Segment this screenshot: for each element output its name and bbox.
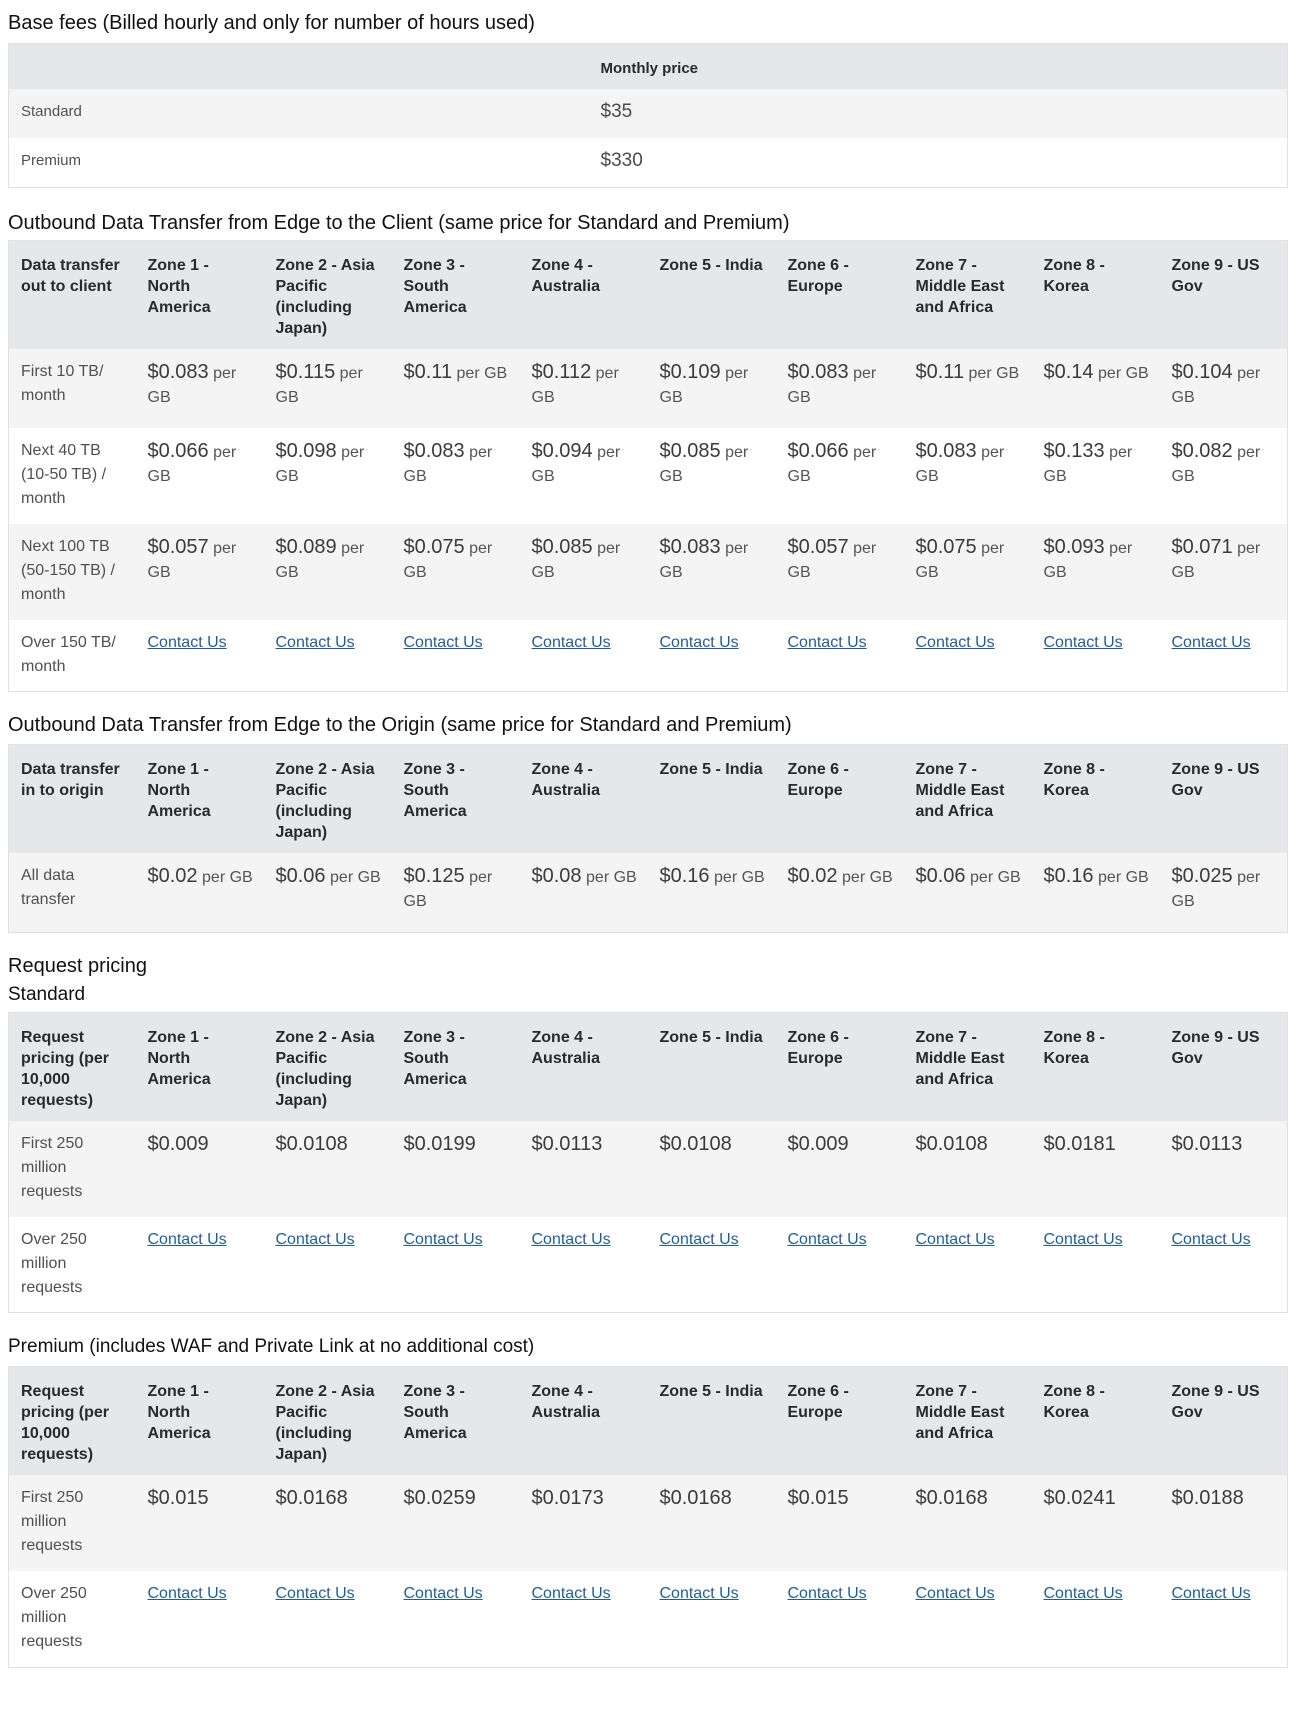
price-cell: $0.0108 — [648, 1121, 776, 1217]
zone-header: Zone 1 - North America — [136, 745, 264, 854]
zone-header-row — [9, 745, 1288, 854]
contact-us-link[interactable]: Contact Us — [403, 1585, 483, 1602]
premium-request-table — [8, 1366, 1288, 1668]
base-fee-label: Standard — [9, 89, 589, 138]
price-cell: $0.0259 — [392, 1475, 520, 1571]
contact-us-link[interactable]: Contact Us — [1043, 1230, 1123, 1248]
zone-header: Zone 9 - US Gov — [1160, 745, 1288, 854]
contact-us-link[interactable]: Contact Us — [787, 1585, 867, 1602]
price-cell: $0.057 per GB — [776, 524, 904, 620]
zone-header: Zone 7 - Middle East and Africa — [904, 1367, 1032, 1476]
zone-header: Zone 9 - US Gov — [1160, 1367, 1288, 1476]
contact-us-link[interactable]: Contact Us — [787, 633, 867, 651]
zone-header-row — [9, 1367, 1288, 1476]
price-cell: $0.083 per GB — [136, 349, 264, 428]
contact-us-link[interactable]: Contact Us — [915, 633, 995, 651]
zone-header-row — [9, 240, 1288, 349]
tier-label: Next 100 TB (50-150 TB) / month — [9, 524, 136, 620]
zone-header: Zone 4 - Australia — [520, 1367, 648, 1476]
request-pricing-title: Request pricing — [8, 954, 147, 977]
price-cell: $0.06 per GB — [904, 853, 1032, 932]
zone-header: Zone 4 - Australia — [520, 240, 648, 349]
contact-us-link[interactable]: Contact Us — [147, 1585, 227, 1602]
tier-label: Next 40 TB (10-50 TB) / month — [9, 428, 136, 524]
price-cell: $0.14 per GB — [1032, 349, 1160, 428]
table-row — [9, 1217, 1288, 1313]
tier-label: Over 250 million requests — [9, 1217, 136, 1313]
tier-label: Over 150 TB/ month — [9, 620, 136, 692]
premium-subtitle: Premium (includes WAF and Private Link at no additional cost) — [8, 1336, 535, 1357]
contact-us-link[interactable]: Contact Us — [1171, 1585, 1251, 1602]
standard-subtitle: Standard — [8, 983, 86, 1005]
base-fee-price: $35 — [589, 89, 1288, 138]
table-row — [9, 89, 1288, 138]
zone-header: Zone 3 - South America — [392, 745, 520, 854]
zone-header: Zone 8 - Korea — [1032, 1367, 1160, 1476]
price-cell: $0.066 per GB — [776, 428, 904, 524]
price-cell: $0.0168 — [904, 1475, 1032, 1571]
price-cell: $0.115 per GB — [264, 349, 392, 428]
base-fees-title: Base fees (Billed hourly and only for number of hours used) — [8, 12, 535, 34]
price-cell: $0.093 per GB — [1032, 524, 1160, 620]
zone-header: Zone 6 - Europe — [776, 745, 904, 854]
client-transfer-title: Outbound Data Transfer from Edge to the Client (same price for Standard and Premium) — [8, 211, 790, 234]
zone-header: Zone 3 - South America — [392, 240, 520, 349]
contact-us-link[interactable]: Contact Us — [531, 633, 611, 651]
zone-header: Zone 7 - Middle East and Africa — [904, 240, 1032, 349]
contact-us-link[interactable]: Contact Us — [1171, 1230, 1251, 1248]
table-row — [9, 138, 1288, 187]
tier-label: First 250 million requests — [9, 1121, 136, 1217]
price-cell: $0.0168 — [648, 1475, 776, 1571]
price-cell: $0.02 per GB — [136, 853, 264, 932]
zone-header: Zone 5 - India — [648, 1012, 776, 1121]
price-cell: $0.16 per GB — [1032, 853, 1160, 932]
table-row — [9, 853, 1288, 932]
price-cell: $0.083 per GB — [904, 428, 1032, 524]
price-cell: $0.083 per GB — [392, 428, 520, 524]
contact-us-link[interactable]: Contact Us — [147, 633, 227, 651]
price-cell: $0.0181 — [1032, 1121, 1160, 1217]
base-fees-header-label — [9, 44, 589, 90]
origin-transfer-title: Outbound Data Transfer from Edge to the Origin (same price for Standard and Premium) — [8, 714, 792, 736]
price-cell: $0.11 per GB — [904, 349, 1032, 428]
price-cell: $0.085 per GB — [648, 428, 776, 524]
contact-us-link[interactable]: Contact Us — [1043, 633, 1123, 651]
zone-header: Zone 2 - Asia Pacific (including Japan) — [264, 745, 392, 854]
price-cell: $0.0113 — [1160, 1121, 1288, 1217]
price-cell: $0.109 per GB — [648, 349, 776, 428]
price-cell: $0.009 — [136, 1121, 264, 1217]
contact-us-link[interactable]: Contact Us — [659, 633, 739, 651]
table-corner-header: Request pricing (per 10,000 requests) — [9, 1012, 136, 1121]
price-cell: $0.0108 — [904, 1121, 1032, 1217]
zone-header: Zone 3 - South America — [392, 1012, 520, 1121]
contact-us-link[interactable]: Contact Us — [787, 1230, 867, 1248]
price-cell: $0.085 per GB — [520, 524, 648, 620]
price-cell: $0.075 per GB — [904, 524, 1032, 620]
zone-header: Zone 6 - Europe — [776, 1012, 904, 1121]
client-transfer-table — [8, 240, 1288, 693]
price-cell: $0.083 per GB — [776, 349, 904, 428]
tier-label: Over 250 million requests — [9, 1571, 136, 1667]
price-cell: $0.16 per GB — [648, 853, 776, 932]
price-cell: $0.112 per GB — [520, 349, 648, 428]
price-cell: $0.083 per GB — [648, 524, 776, 620]
zone-header: Zone 5 - India — [648, 1367, 776, 1476]
contact-us-link[interactable]: Contact Us — [915, 1585, 995, 1602]
base-fees-header-price: Monthly price — [589, 44, 1288, 90]
zone-header: Zone 8 - Korea — [1032, 240, 1160, 349]
table-row — [9, 428, 1288, 524]
contact-us-link[interactable]: Contact Us — [403, 633, 483, 651]
price-cell: $0.075 per GB — [392, 524, 520, 620]
contact-us-link[interactable]: Contact Us — [403, 1230, 483, 1248]
price-cell: $0.0173 — [520, 1475, 648, 1571]
zone-header: Zone 9 - US Gov — [1160, 240, 1288, 349]
price-cell: $0.066 per GB — [136, 428, 264, 524]
contact-us-link[interactable]: Contact Us — [275, 1230, 355, 1248]
contact-us-link[interactable]: Contact Us — [1171, 633, 1251, 651]
tier-label: All data transfer — [9, 853, 136, 932]
zone-header: Zone 8 - Korea — [1032, 745, 1160, 854]
table-corner-header: Data transfer out to client — [9, 240, 136, 349]
contact-us-link[interactable]: Contact Us — [147, 1230, 227, 1248]
price-cell: $0.098 per GB — [264, 428, 392, 524]
zone-header: Zone 1 - North America — [136, 1012, 264, 1121]
price-cell: $0.125 per GB — [392, 853, 520, 932]
contact-us-link[interactable]: Contact Us — [1043, 1585, 1123, 1602]
contact-us-link[interactable]: Contact Us — [659, 1230, 739, 1248]
table-row — [9, 524, 1288, 620]
zone-header: Zone 4 - Australia — [520, 745, 648, 854]
zone-header: Zone 7 - Middle East and Africa — [904, 1012, 1032, 1121]
price-cell: $0.08 per GB — [520, 853, 648, 932]
contact-us-link[interactable]: Contact Us — [659, 1585, 739, 1602]
price-cell: $0.082 per GB — [1160, 428, 1288, 524]
contact-us-link[interactable]: Contact Us — [275, 633, 355, 651]
contact-us-link[interactable]: Contact Us — [531, 1585, 611, 1602]
price-cell: $0.0241 — [1032, 1475, 1160, 1571]
zone-header: Zone 3 - South America — [392, 1367, 520, 1476]
zone-header-row — [9, 1012, 1288, 1121]
zone-header: Zone 6 - Europe — [776, 1367, 904, 1476]
contact-us-link[interactable]: Contact Us — [531, 1230, 611, 1248]
zone-header: Zone 5 - India — [648, 240, 776, 349]
price-cell: $0.015 — [776, 1475, 904, 1571]
price-cell: $0.025 per GB — [1160, 853, 1288, 932]
table-corner-header: Data transfer in to origin — [9, 745, 136, 854]
price-cell: $0.0199 — [392, 1121, 520, 1217]
table-row — [9, 349, 1288, 428]
price-cell: $0.133 per GB — [1032, 428, 1160, 524]
zone-header: Zone 4 - Australia — [520, 1012, 648, 1121]
base-fees-table — [8, 43, 1288, 188]
price-cell: $0.094 per GB — [520, 428, 648, 524]
price-cell: $0.071 per GB — [1160, 524, 1288, 620]
table-row — [9, 1571, 1288, 1667]
zone-header: Zone 1 - North America — [136, 1367, 264, 1476]
base-fee-label: Premium — [9, 138, 589, 187]
price-cell: $0.104 per GB — [1160, 349, 1288, 428]
zone-header: Zone 7 - Middle East and Africa — [904, 745, 1032, 854]
table-corner-header: Request pricing (per 10,000 requests) — [9, 1367, 136, 1476]
table-row — [9, 1475, 1288, 1571]
price-cell: $0.11 per GB — [392, 349, 520, 428]
origin-transfer-table — [8, 744, 1288, 933]
zone-header: Zone 8 - Korea — [1032, 1012, 1160, 1121]
price-cell: $0.089 per GB — [264, 524, 392, 620]
zone-header: Zone 6 - Europe — [776, 240, 904, 349]
price-cell: $0.015 — [136, 1475, 264, 1571]
standard-request-table — [8, 1012, 1288, 1314]
price-cell: $0.009 — [776, 1121, 904, 1217]
contact-us-link[interactable]: Contact Us — [915, 1230, 995, 1248]
price-cell: $0.0168 — [264, 1475, 392, 1571]
zone-header: Zone 5 - India — [648, 745, 776, 854]
zone-header: Zone 9 - US Gov — [1160, 1012, 1288, 1121]
tier-label: First 10 TB/ month — [9, 349, 136, 428]
price-cell: $0.06 per GB — [264, 853, 392, 932]
table-row — [9, 1121, 1288, 1217]
zone-header: Zone 2 - Asia Pacific (including Japan) — [264, 240, 392, 349]
price-cell: $0.0108 — [264, 1121, 392, 1217]
price-cell: $0.057 per GB — [136, 524, 264, 620]
table-row — [9, 620, 1288, 692]
price-cell: $0.02 per GB — [776, 853, 904, 932]
tier-label: First 250 million requests — [9, 1475, 136, 1571]
zone-header: Zone 1 - North America — [136, 240, 264, 349]
base-fee-price: $330 — [589, 138, 1288, 187]
zone-header: Zone 2 - Asia Pacific (including Japan) — [264, 1367, 392, 1476]
zone-header: Zone 2 - Asia Pacific (including Japan) — [264, 1012, 392, 1121]
price-cell: $0.0188 — [1160, 1475, 1288, 1571]
price-cell: $0.0113 — [520, 1121, 648, 1217]
contact-us-link[interactable]: Contact Us — [275, 1585, 355, 1602]
